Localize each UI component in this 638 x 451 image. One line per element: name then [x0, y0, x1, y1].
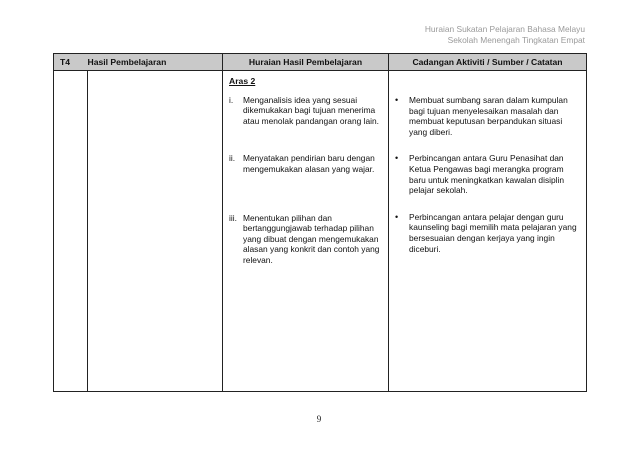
table-header-row: [54, 54, 587, 71]
list-item: [229, 153, 382, 174]
header-cadangan: Cadangan Aktiviti / Sumber / Catatan: [389, 54, 587, 71]
bullet-icon: •: [395, 153, 399, 164]
list-item: [229, 213, 382, 266]
item-number: i.: [229, 94, 234, 105]
item-text: Membuat sumbang saran dalam kumpulan bagi tujuan menyelesaikan masalah dan membuat keputusan berpandukan situasi yang diberi.: [409, 95, 568, 137]
header-t4: T4: [54, 54, 88, 71]
t4-cell: [54, 71, 88, 392]
hasil-cell: [88, 71, 223, 392]
item-text: Menentukan pilihan dan bertanggungjawab terhadap pilihan yang dibuat dengan mengemukakan alasan yang konkrit dan contoh yang relevan.: [243, 212, 380, 265]
list-item: [395, 153, 580, 195]
item-text: Menyatakan pendirian baru dengan mengemukakan alasan yang wajar.: [243, 153, 375, 174]
item-text: Menganalisis idea yang sesuai dikemukakan bagi tujuan menerima atau menolak pandangan orang lain.: [243, 94, 379, 126]
level-label: Aras 2: [229, 76, 256, 86]
item-number: ii.: [229, 153, 236, 164]
list-item: [395, 95, 580, 137]
header-line-1: Huraian Sukatan Pelajaran Bahasa Melayu: [424, 24, 585, 34]
curriculum-table: [53, 53, 587, 392]
header-line-2: Sekolah Menengah Tingkatan Empat: [447, 35, 585, 45]
page-header: [425, 24, 585, 46]
item-text: Perbincangan antara pelajar dengan guru kaunseling bagi memilih mata pelajaran yang bersesuaian dengan kerjaya yang ingin diceburi.: [409, 211, 577, 254]
table-row: [54, 71, 587, 392]
item-text: Perbincangan antara Guru Penasihat dan Ketua Pengawas bagi merangka program baru untuk meningkatkan kawalan disiplin pelajar sekolah.: [409, 153, 565, 196]
huraian-cell: [223, 71, 389, 392]
item-number: iii.: [229, 212, 237, 223]
bullet-icon: •: [395, 211, 399, 222]
list-item: [229, 95, 382, 127]
page-number: 9: [316, 414, 322, 424]
list-item: [395, 212, 580, 254]
header-huraian: Huraian Hasil Pembelajaran: [223, 54, 389, 71]
bullet-icon: •: [395, 95, 399, 105]
cadangan-cell: [389, 71, 587, 392]
header-hasil-pembelajaran: Hasil Pembelajaran: [88, 54, 223, 71]
